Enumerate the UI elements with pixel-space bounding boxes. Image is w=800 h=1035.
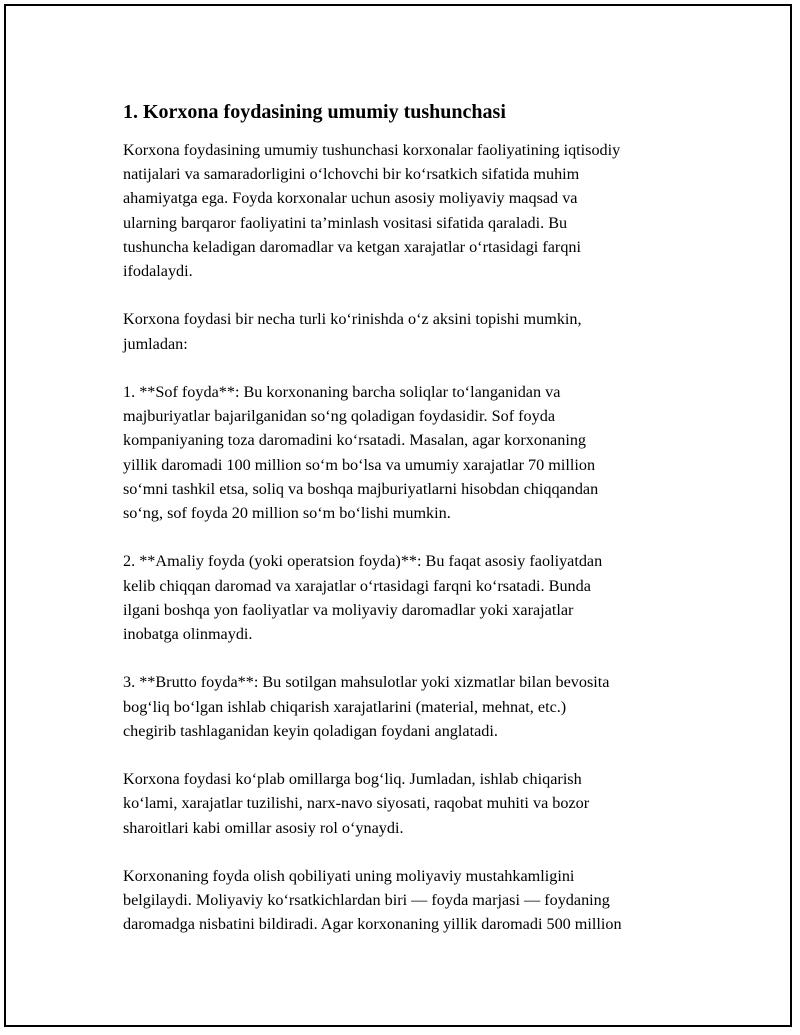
paragraph <box>123 864 703 937</box>
paragraph <box>123 549 703 646</box>
paragraph-line: Korxona foydasi ko‘plab omillarga bog‘liq. Jumladan, ishlab chiqarish <box>123 770 582 789</box>
paragraph-line: sharoitlari kabi omillar asosiy rol o‘ynaydi. <box>123 818 404 837</box>
paragraph-line: belgilaydi. Moliyaviy ko‘rsatkichlardan biri — foyda marjasi — foydaning <box>123 891 610 910</box>
page-frame <box>4 4 792 1027</box>
paragraph-line: tushuncha keladigan daromadlar va ketgan xarajatlar o‘rtasidagi farqni <box>123 237 582 256</box>
document-body <box>123 99 703 961</box>
paragraph-line: Korxona foydasi bir necha turli ko‘rinishda o‘z aksini topishi mumkin, <box>123 310 582 329</box>
paragraph-line: ko‘lami, xarajatlar tuzilishi, narx-navo siyosati, raqobat muhiti va bozor <box>123 794 590 813</box>
paragraph <box>123 767 703 840</box>
paragraph-line: 3. **Brutto foyda**: Bu sotilgan mahsulotlar yoki xizmatlar bilan bevosita <box>123 673 610 692</box>
paragraph-line: daromadga nisbatini bildiradi. Agar korxonaning yillik daromadi 500 million <box>123 915 622 934</box>
paragraph-line: 2. **Amaliy foyda (yoki operatsion foyda)**: Bu faqat asosiy faoliyatdan <box>123 552 603 571</box>
paragraph <box>123 138 703 283</box>
paragraph-line: ahamiyatga ega. Foyda korxonalar uchun asosiy moliyaviy maqsad va <box>123 189 578 208</box>
paragraph-line: so‘ng, sof foyda 20 million so‘m bo‘lishi mumkin. <box>123 504 451 523</box>
paragraph-line: ifodalaydi. <box>123 262 193 281</box>
paragraph-line: kelib chiqqan daromad va xarajatlar o‘rtasidagi farqni ko‘rsatadi. Bunda <box>123 576 591 595</box>
paragraph-line: chegirib tashlaganidan keyin qoladigan foydani anglatadi. <box>123 721 498 740</box>
paragraph-line: 1. **Sof foyda**: Bu korxonaning barcha soliqlar to‘langanidan va <box>123 383 561 401</box>
paragraph-line: inobatga olinmaydi. <box>123 625 253 644</box>
paragraph-line: Korxona foydasining umumiy tushunchasi korxonalar faoliyatining iqtisodiy <box>123 141 621 159</box>
paragraph-line: majburiyatlar bajarilganidan so‘ng qoladigan foydasidir. Sof foyda <box>123 407 556 426</box>
paragraph-list <box>123 138 703 937</box>
paragraph-line: kompaniyaning toza daromadini ko‘rsatadi. Masalan, agar korxonaning <box>123 431 587 450</box>
paragraph <box>123 670 703 743</box>
paragraph-line: yillik daromadi 100 million so‘m bo‘lsa va umumiy xarajatlar 70 million <box>123 455 596 474</box>
paragraph-line: jumladan: <box>123 334 188 353</box>
paragraph-line: ularning barqaror faoliyatini ta’minlash vositasi sifatida qaraladi. Bu <box>123 213 568 232</box>
paragraph <box>123 380 703 525</box>
paragraph-line: bog‘liq bo‘lgan ishlab chiqarish xarajatlarini (material, mehnat, etc.) <box>123 697 567 716</box>
section-title: 1. Korxona foydasining umumiy tushunchasi <box>123 101 506 123</box>
paragraph-line: natijalari va samaradorligini o‘lchovchi bir ko‘rsatkich sifatida muhim <box>123 165 580 184</box>
paragraph-line: Korxonaning foyda olish qobiliyati uning moliyaviy mustahkamligini <box>123 867 575 885</box>
paragraph-line: so‘mni tashkil etsa, soliq va boshqa majburiyatlarni hisobdan chiqqandan <box>123 479 599 498</box>
paragraph <box>123 307 703 355</box>
paragraph-line: ilgani boshqa yon faoliyatlar va moliyaviy daromadlar yoki xarajatlar <box>123 600 574 619</box>
